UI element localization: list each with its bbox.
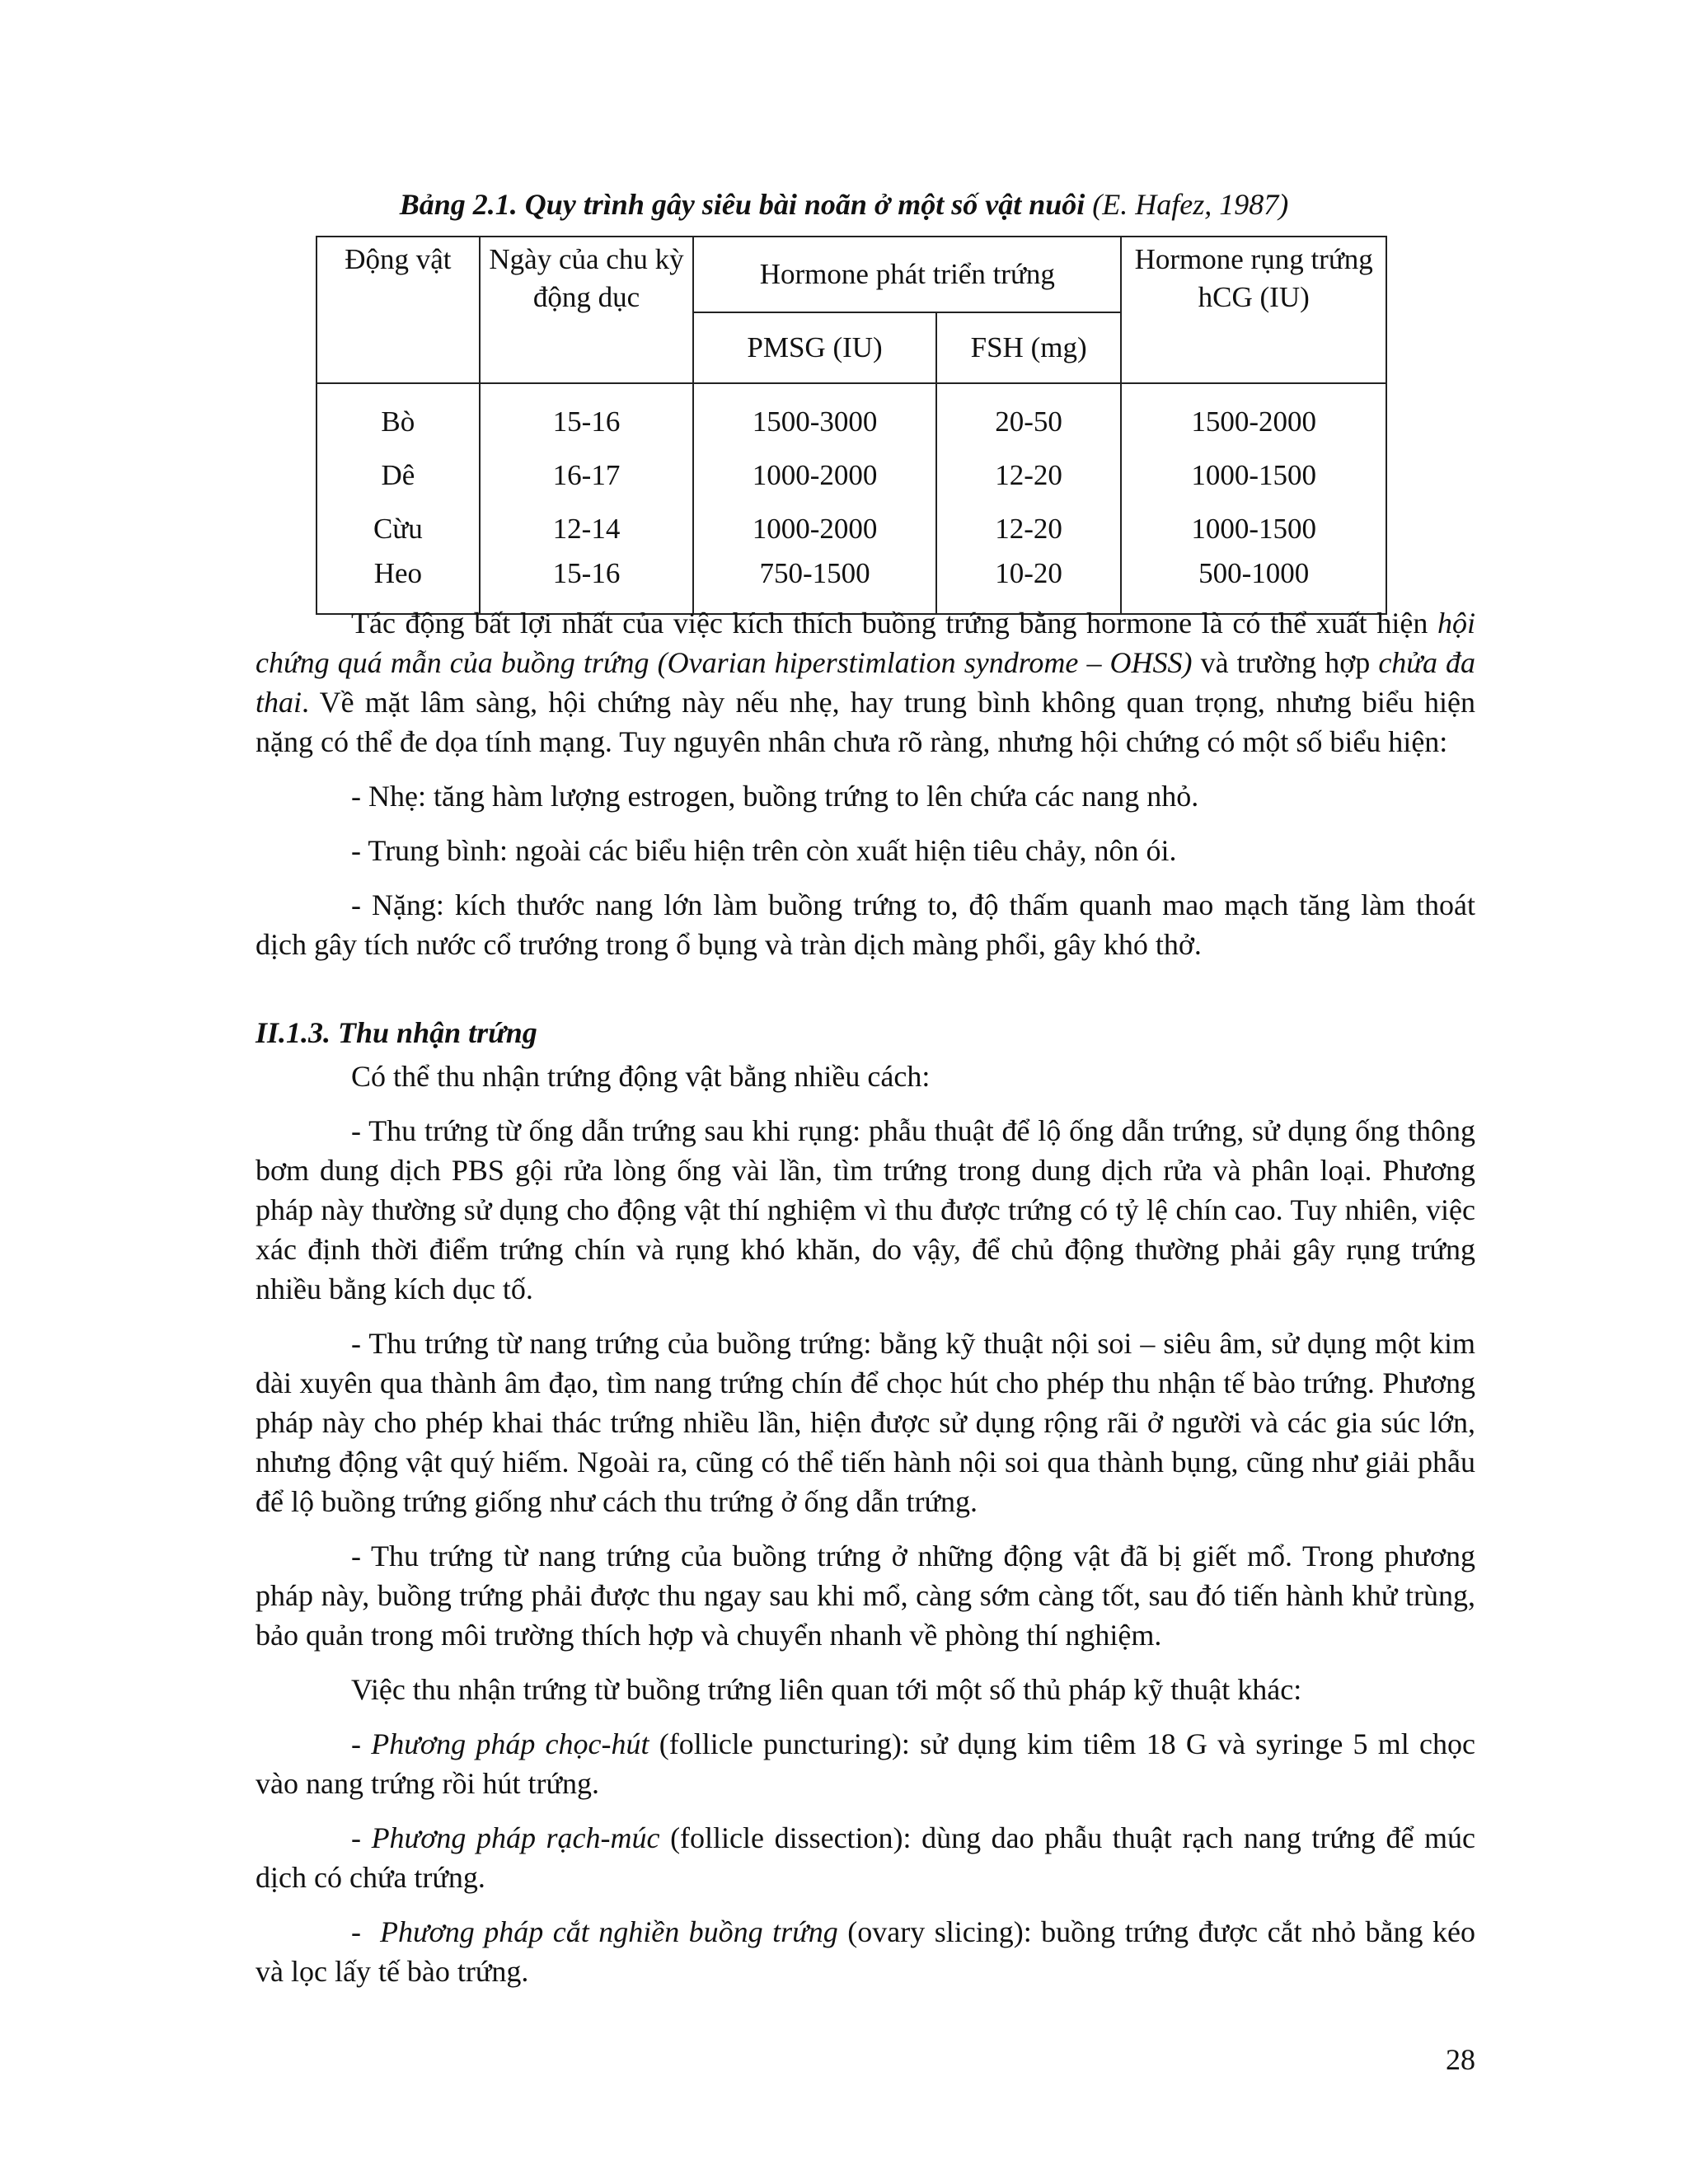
list-item: - Trung bình: ngoài các biểu hiện trên còn xuất hiện tiêu chảy, nôn ói. xyxy=(351,834,1177,867)
list-item: - Thu trứng từ nang trứng của buồng trứng ở những động vật đã bị giết mổ. Trong phương pháp này, buồng trứng phải được thu ngay sau khi mổ, càng sớm càng tốt, sau đó tiến hành khử trùng, bảo quản trong môi trường thích hợp và chuyển nhanh về phòng thí nghiệm. xyxy=(256,1540,1475,1652)
header-fsh: FSH (mg) xyxy=(936,312,1122,383)
header-pmsg: PMSG (IU) xyxy=(693,312,936,383)
method-name: Phương pháp cắt nghiền buồng trứng xyxy=(379,1915,838,1948)
table-row xyxy=(316,441,1386,494)
list-item: - Thu trứng từ ống dẫn trứng sau khi rụng: phẫu thuật để lộ ống dẫn trứng, sử dụng ống thông bơm dung dịch PBS gội rửa lòng ống vài lần, tìm trứng trong dung dịch rửa và phân loại. Phương pháp này thường sử dụng cho động vật thí nghiệm vì thu được trứng có tỷ lệ chín cao. Tuy nhiên, việc xác định thời điểm trứng chín và rụng khó khăn, do vậy, để chủ động thường phải gây rụng trứng nhiều bằng kích dục tố. xyxy=(256,1114,1475,1305)
hormone-table xyxy=(316,236,1387,615)
method-name: Phương pháp rạch-múc xyxy=(371,1821,660,1854)
text-run: . Về mặt lâm sàng, hội chứng này nếu nhẹ, hay trung bình không quan trọng, nhưng biểu hiện nặng có thể đe dọa tính mạng. Tuy nguyên nhân chưa rõ ràng, nhưng hội chứng có một số biểu hiện: xyxy=(256,686,1475,758)
page-number: 28 xyxy=(1446,2043,1475,2076)
header-hcg: Hormone rụng trứng hCG (IU) xyxy=(1121,237,1386,383)
text-run-italic: chửa đa thai xyxy=(256,646,1476,719)
cell-cycle-day: 16-17 xyxy=(480,441,694,494)
cell-fsh: 20-50 xyxy=(936,383,1122,441)
method-item xyxy=(256,1912,1475,1991)
cell-pmsg: 1000-2000 xyxy=(693,494,936,548)
method-item xyxy=(256,1724,1475,1803)
header-growth-hormone: Hormone phát triển trứng xyxy=(693,237,1121,312)
cell-cycle-day: 15-16 xyxy=(480,548,694,614)
table-caption xyxy=(0,186,1688,223)
cell-fsh: 12-20 xyxy=(936,441,1122,494)
cell-animal: Cừu xyxy=(316,494,480,548)
section-heading: II.1.3. Thu nhận trứng xyxy=(256,1016,537,1049)
cell-animal: Dê xyxy=(316,441,480,494)
egg-collection-section xyxy=(256,1057,1475,1991)
cell-cycle-day: 12-14 xyxy=(480,494,694,548)
method-item xyxy=(256,1818,1475,1897)
cell-animal: Heo xyxy=(316,548,480,614)
text-run-italic: hội chứng quá mẫn của buồng trứng (Ovarian hiperstimlation syndrome – OHSS) xyxy=(256,607,1475,679)
cell-hcg: 1000-1500 xyxy=(1121,441,1386,494)
cell-hcg: 1500-2000 xyxy=(1121,383,1386,441)
text-run: và trường hợp xyxy=(1192,646,1379,679)
cell-hcg: 500-1000 xyxy=(1121,548,1386,614)
text-run: (ovary slicing): buồng trứng được cắt nhỏ bằng kéo và lọc lấy tế bào trứng. xyxy=(256,1915,1475,1988)
caption-source: (E. Hafez, 1987) xyxy=(1092,188,1289,221)
text-run: - xyxy=(351,1821,372,1854)
cell-cycle-day: 15-16 xyxy=(480,383,694,441)
table-row xyxy=(316,383,1386,441)
ohss-paragraph xyxy=(256,603,1475,762)
header-animal: Động vật xyxy=(316,237,480,383)
text-run: - xyxy=(351,1915,380,1948)
text-run: (follicle puncturing): sử dụng kim tiêm 18 G và syringe 5 ml chọc vào nang trứng rồi hút trứng. xyxy=(256,1727,1475,1800)
list-item: - Nặng: kích thước nang lớn làm buồng trứng to, độ thấm quanh mao mạch tăng làm thoát dịch gây tích nước cổ trướng trong ổ bụng và tràn dịch màng phổi, gây khó thở. xyxy=(256,888,1475,961)
cell-fsh: 12-20 xyxy=(936,494,1122,548)
header-cycle-day: Ngày của chu kỳ động dục xyxy=(480,237,694,383)
list-item: - Nhẹ: tăng hàm lượng estrogen, buồng trứng to lên chứa các nang nhỏ. xyxy=(351,780,1199,813)
cell-animal: Bò xyxy=(316,383,480,441)
text-run: (follicle dissection): dùng dao phẫu thuật rạch nang trứng để múc dịch có chứa trứng. xyxy=(256,1821,1475,1894)
cell-fsh: 10-20 xyxy=(936,548,1122,614)
cell-hcg: 1000-1500 xyxy=(1121,494,1386,548)
text-run: Tác động bất lợi nhất của việc kích thích buồng trứng bằng hormone là có thể xuất hiện xyxy=(351,607,1437,640)
cell-pmsg: 750-1500 xyxy=(693,548,936,614)
cell-pmsg: 1500-3000 xyxy=(693,383,936,441)
table-row xyxy=(316,494,1386,548)
ohss-section xyxy=(256,603,1475,964)
text-run: - xyxy=(351,1727,372,1760)
paragraph: Việc thu nhận trứng từ buồng trứng liên quan tới một số thủ pháp kỹ thuật khác: xyxy=(351,1673,1302,1706)
list-item: - Thu trứng từ nang trứng của buồng trứng: bằng kỹ thuật nội soi – siêu âm, sử dụng một kim dài xuyên qua thành âm đạo, tìm nang trứng chín để chọc hút cho phép thu nhận tế bào trứng. Phương pháp này cho phép khai thác trứng nhiều lần, hiện được sử dụng rộng rãi ở người và các gia súc lớn, nhưng động vật quý hiếm. Ngoài ra, cũng có thể tiến hành nội soi qua thành bụng, cũng như giải phẫu để lộ buồng trứng giống như cách thu trứng ở ống dẫn trứng. xyxy=(256,1327,1475,1518)
cell-pmsg: 1000-2000 xyxy=(693,441,936,494)
paragraph: Có thể thu nhận trứng động vật bằng nhiều cách: xyxy=(351,1060,931,1093)
method-name: Phương pháp chọc-hút xyxy=(371,1727,649,1760)
caption-title: Bảng 2.1. Quy trình gây siêu bài noãn ở một số vật nuôi xyxy=(399,188,1085,221)
